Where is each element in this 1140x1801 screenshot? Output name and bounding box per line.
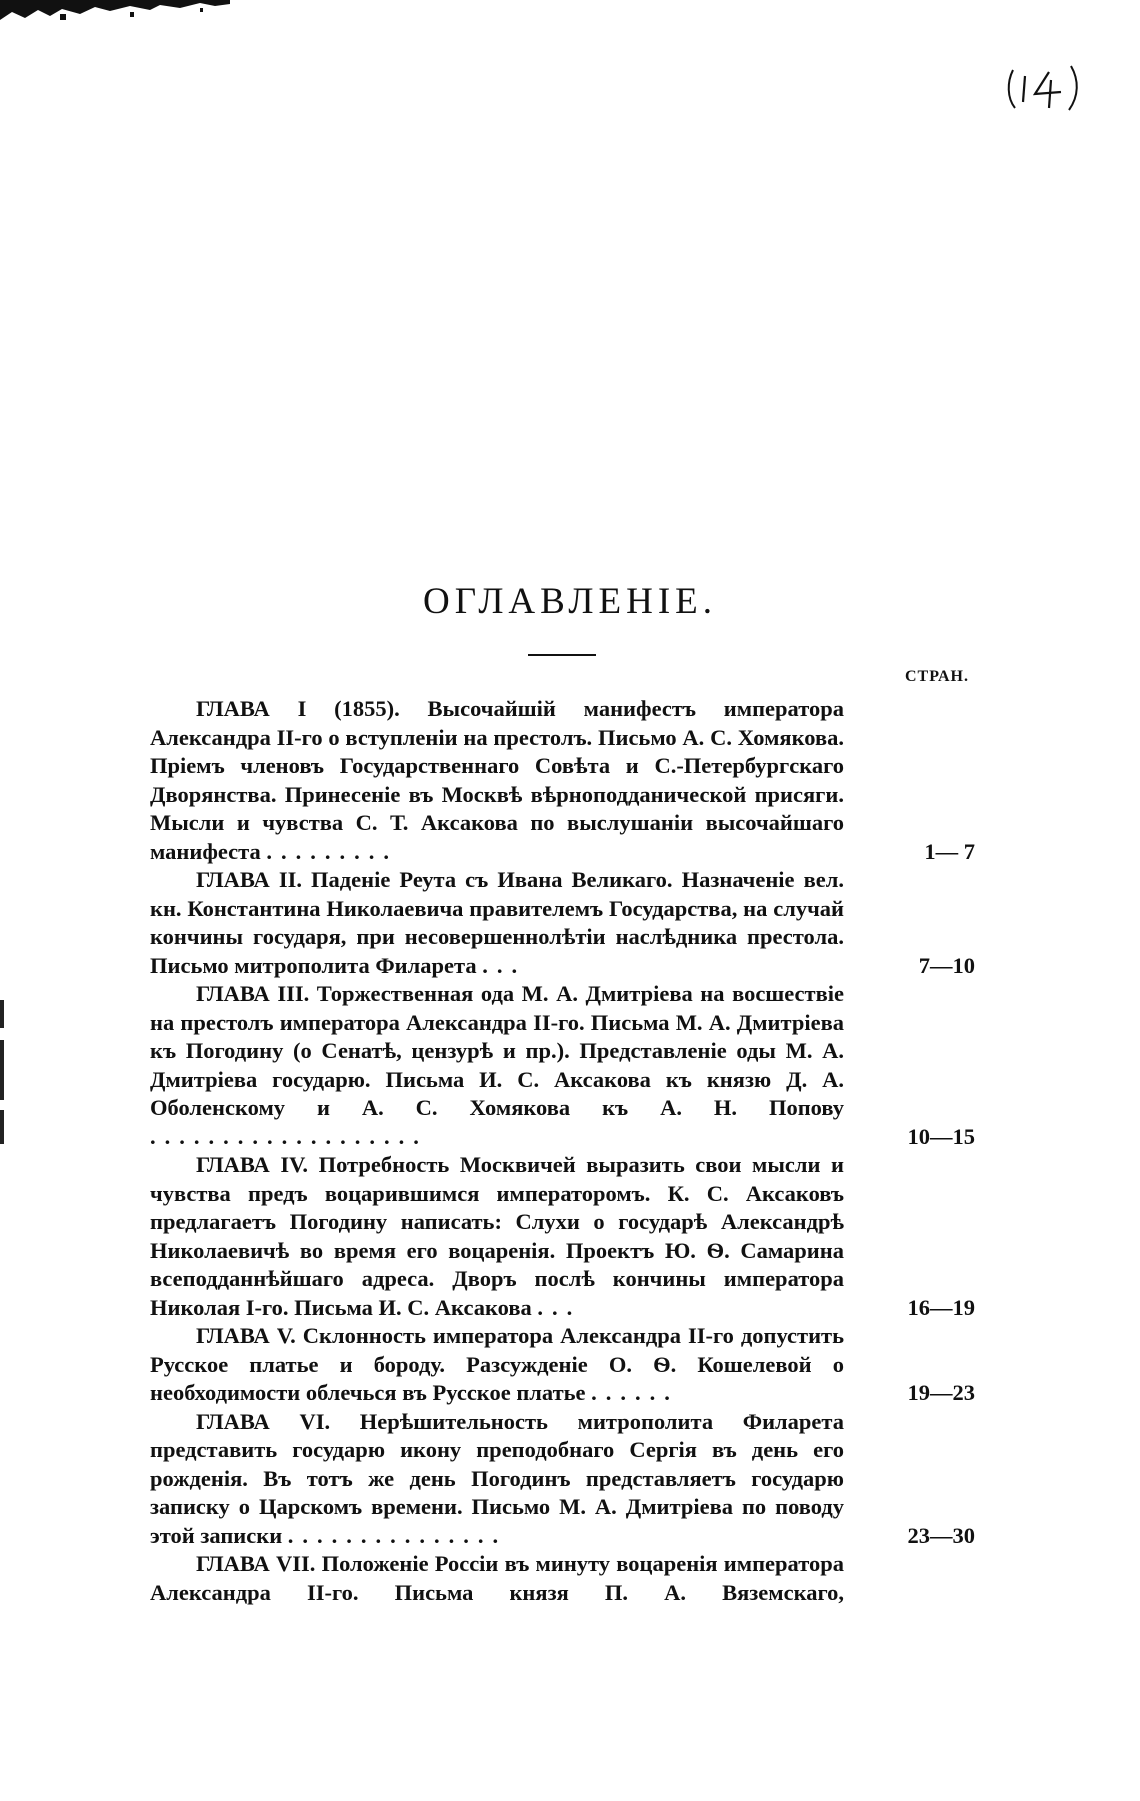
toc-entry-pages: 1— 7 (924, 838, 975, 864)
toc-entry-text: ГЛАВА V. Склонность императора Александра II-го допустить Русское платье и бороду. Разсужденіе О. Ѳ. Кошелевой о необходимости облечься въ Русское платье (150, 1323, 844, 1405)
toc-entry-text: ГЛАВА VII. Положеніе Россіи въ минуту воцаренія императора Александра II-го. Письма князя П. А. Вяземскаго, (150, 1551, 844, 1605)
title-rule (528, 654, 596, 656)
dot-leader: ............... (287, 1522, 508, 1548)
toc-entry-text: ГЛАВА VI. Нерѣшительность митрополита Филарета представить государю икону преподобнаго Сергія въ день его рожденія. Въ тотъ же день Погодинъ представляетъ государю записку о Царскомъ времени. Письмо М. А. Дмитріева по поводу этой записки (150, 1408, 844, 1548)
toc-entry-text: ГЛАВА IV. Потребность Москвичей выразить свои мысли и чувства предъ воцарившимся императоромъ. К. С. Аксаковъ предлагаетъ Погодину написать: Слухи о государѣ Александрѣ Николаевичѣ во время его воцаренія. Проектъ Ю. Ѳ. Самарина всеподданнѣйшаго адреса. Дворъ послѣ кончины императора Николая I-го. Письма И. С. Аксакова (150, 1152, 844, 1320)
toc-entry-pages: 7—10 (918, 952, 975, 978)
toc-entry-pages: 16—19 (907, 1294, 975, 1320)
toc-entry-text: ГЛАВА III. Торжественная ода М. А. Дмитріева на восшествіе на престолъ императора Александра II-го. Письма М. А. Дмитріева къ Погодину (о Сенатѣ, цензурѣ и пр.). Представленіе оды М. А. Дмитріева государю. Письма И. С. Аксакова къ князю Д. А. Оболенскому и А. С. Хомякова къ А. Н. Попову (150, 981, 844, 1120)
dot-leader: ................... (150, 1123, 428, 1149)
scan-edge-marks (0, 1000, 6, 1150)
toc-entry-4 (150, 1151, 975, 1322)
toc-entry-3 (150, 980, 975, 1151)
toc-entry-5 (150, 1322, 975, 1408)
toc-entry-pages: 23—30 (907, 1522, 975, 1548)
toc-entry-1 (150, 695, 975, 866)
dot-leader: ... (537, 1294, 582, 1320)
toc-entry-pages: 19—23 (907, 1380, 975, 1405)
pages-column-header: СТРАН. (905, 668, 969, 685)
toc-entry-2 (150, 866, 975, 980)
toc-entry-text: ГЛАВА II. Паденіе Реута съ Ивана Великаго. Назначеніе вел. кн. Константина Николаевича правителемъ Государства, на случай кончины государя, при несовершеннолѣтіи наслѣдника престола. Письмо митрополита Филарета (150, 867, 844, 978)
table-of-contents (150, 695, 975, 1607)
page-title: ОГЛАВЛЕНІЕ. (422, 581, 717, 622)
toc-entry-7 (150, 1550, 975, 1607)
toc-entry-pages: 10—15 (907, 1123, 975, 1149)
dot-leader: ...... (591, 1380, 679, 1405)
dot-leader: ... (482, 952, 527, 978)
scan-artifact-top (0, 0, 250, 24)
toc-entry-text: ГЛАВА I (1855). Высочайшій манифестъ императора Александра II-го о вступленіи на престолъ. Письмо А. С. Хомякова. Пріемъ членовъ Государственнаго Совѣта и С.-Петербургскаго Дворянства. Принесеніе въ Москвѣ вѣрноподданической присяги. Мысли и чувства С. Т. Аксакова по выслушаніи высочайшаго манифеста (150, 696, 844, 864)
toc-entry-6 (150, 1408, 975, 1551)
dot-leader: ......... (266, 838, 398, 864)
handwritten-page-number (1005, 58, 1079, 118)
